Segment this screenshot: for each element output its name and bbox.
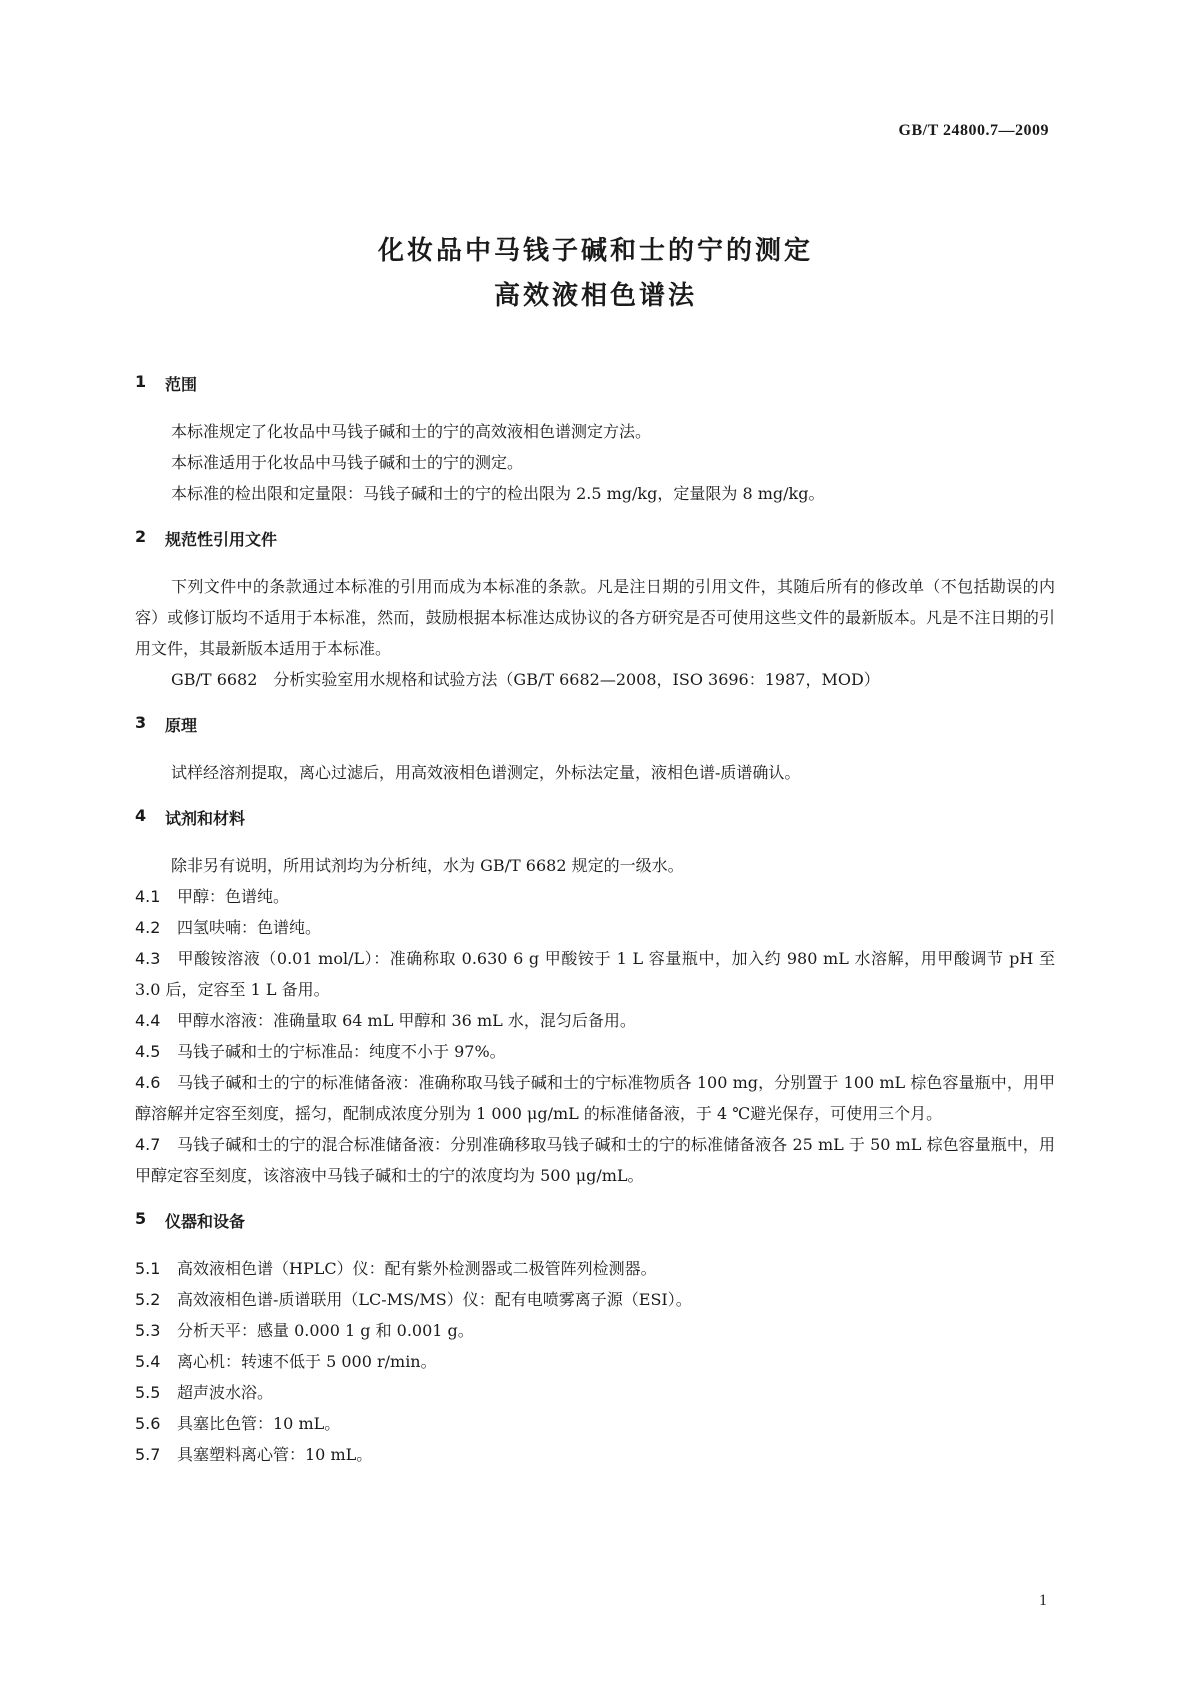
section-heading-scope: 1 范围: [135, 372, 198, 394]
list-item: 5.5 超声波水浴。: [135, 1383, 274, 1402]
document-body: [135, 372, 1055, 1470]
document-title: 化妆品中马钱子碱和士的宁的测定: [377, 236, 813, 266]
section-heading-normative-references: 2 规范性引用文件: [135, 527, 278, 549]
paragraph: 试样经溶剂提取，离心过滤后，用高效液相色谱测定，外标法定量，液相色谱-质谱确认。: [171, 763, 801, 782]
standard-code: GB/T 24800.7—2009: [898, 122, 1049, 139]
paragraph: 本标准适用于化妆品中马钱子碱和士的宁的测定。: [171, 453, 524, 472]
list-item: 5.6 具塞比色管：10 mL。: [135, 1414, 341, 1433]
list-item: 5.7 具塞塑料离心管：10 mL。: [135, 1445, 373, 1464]
paragraph: 本标准规定了化妆品中马钱子碱和士的宁的高效液相色谱测定方法。: [171, 422, 652, 441]
paragraph: 除非另有说明，所用试剂均为分析纯，水为 GB/T 6682 规定的一级水。: [171, 856, 684, 875]
list-item: 4.7 马钱子碱和士的宁的混合标准储备液：分别准确移取马钱子碱和士的宁的标准储备液各 25 mL 于 50 mL 棕色容量瓶中，用甲醇定容至刻度，该溶液中马钱子碱和士的宁的浓度均为 500 μg/mL。: [135, 1135, 1055, 1185]
page-number: 1: [1039, 1592, 1047, 1609]
list-item: 5.2 高效液相色谱-质谱联用（LC-MS/MS）仪：配有电喷雾离子源（ESI）。: [135, 1290, 692, 1309]
section-heading-reagents: 4 试剂和材料: [135, 806, 246, 828]
paragraph: 本标准的检出限和定量限：马钱子碱和士的宁的检出限为 2.5 mg/kg，定量限为 8 mg/kg。: [171, 484, 825, 503]
list-item: 4.5 马钱子碱和士的宁标准品：纯度不小于 97%。: [135, 1042, 506, 1061]
paragraph: 下列文件中的条款通过本标准的引用而成为本标准的条款。凡是注日期的引用文件，其随后所有的修改单（不包括勘误的内容）或修订版均不适用于本标准，然而，鼓励根据本标准达成协议的各方研究是否可使用这些文件的最新版本。凡是不注日期的引用文件，其最新版本适用于本标准。: [135, 577, 1055, 658]
list-item: 5.1 高效液相色谱（HPLC）仪：配有紫外检测器或二极管阵列检测器。: [135, 1259, 657, 1278]
list-item: 4.2 四氢呋喃：色谱纯。: [135, 918, 322, 937]
list-item: 4.1 甲醇：色谱纯。: [135, 887, 290, 906]
reference-entry: GB/T 6682 分析实验室用水规格和试验方法（GB/T 6682—2008，ISO 3696：1987，MOD）: [171, 670, 880, 689]
list-item: 4.6 马钱子碱和士的宁的标准储备液：准确称取马钱子碱和士的宁标准物质各 100 mg，分别置于 100 mL 棕色容量瓶中，用甲醇溶解并定容至刻度，摇匀，配制成浓度分别为 1 000 μg/mL 的标准储备液，于 4 ℃避光保存，可使用三个月。: [135, 1073, 1055, 1123]
list-item: 4.3 甲酸铵溶液（0.01 mol/L）：准确称取 0.630 6 g 甲酸铵于 1 L 容量瓶中，加入约 980 mL 水溶解，用甲酸调节 pH 至 3.0 后，定容至 1 L 备用。: [135, 949, 1055, 999]
list-item: 5.3 分析天平：感量 0.000 1 g 和 0.001 g。: [135, 1321, 474, 1340]
document-subtitle: 高效液相色谱法: [493, 281, 697, 311]
section-heading-principle: 3 原理: [135, 713, 198, 735]
section-heading-apparatus: 5 仪器和设备: [135, 1209, 246, 1231]
list-item: 4.4 甲醇水溶液：准确量取 64 mL 甲醇和 36 mL 水，混匀后备用。: [135, 1011, 636, 1030]
list-item: 5.4 离心机：转速不低于 5 000 r/min。: [135, 1352, 437, 1371]
